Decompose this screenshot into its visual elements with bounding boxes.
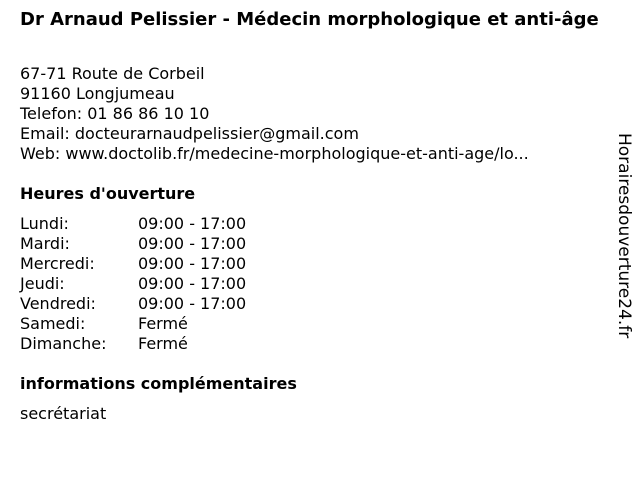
day-hours: 09:00 - 17:00	[138, 274, 247, 293]
hours-row-sunday	[20, 334, 320, 354]
opening-hours-heading: Heures d'ouverture	[20, 184, 196, 203]
opening-hours-table	[20, 214, 320, 354]
hours-row-wednesday	[20, 254, 320, 274]
day-label: Jeudi:	[20, 274, 65, 293]
day-label: Dimanche:	[20, 334, 107, 353]
street-address: 67-71 Route de Corbeil	[20, 64, 205, 83]
site-watermark: Horairesdouverture24.fr	[614, 133, 634, 339]
page-title: Dr Arnaud Pelissier - Médecin morphologique et anti-âge	[20, 9, 599, 30]
day-label: Mardi:	[20, 234, 70, 253]
day-label: Lundi:	[20, 214, 69, 233]
day-hours: 09:00 - 17:00	[138, 254, 247, 273]
day-label: Vendredi:	[20, 294, 96, 313]
hours-row-monday	[20, 214, 320, 234]
day-label: Mercredi:	[20, 254, 95, 273]
day-hours: 09:00 - 17:00	[138, 234, 247, 253]
day-label: Samedi:	[20, 314, 86, 333]
phone-number: Telefon: 01 86 86 10 10	[20, 104, 210, 123]
day-hours: 09:00 - 17:00	[138, 214, 247, 233]
day-hours: Fermé	[138, 314, 188, 333]
website-url: Web: www.doctolib.fr/medecine-morphologique-et-anti-age/lo...	[20, 144, 529, 163]
hours-row-friday	[20, 294, 320, 314]
hours-row-tuesday	[20, 234, 320, 254]
day-hours: 09:00 - 17:00	[138, 294, 247, 313]
hours-row-thursday	[20, 274, 320, 294]
day-hours: Fermé	[138, 334, 188, 353]
additional-info-text: secrétariat	[20, 404, 107, 423]
hours-row-saturday	[20, 314, 320, 334]
additional-info-heading: informations complémentaires	[20, 374, 297, 393]
contact-details	[20, 64, 600, 164]
city-postcode: 91160 Longjumeau	[20, 84, 175, 103]
email-address: Email: docteurarnaudpelissier@gmail.com	[20, 124, 359, 143]
